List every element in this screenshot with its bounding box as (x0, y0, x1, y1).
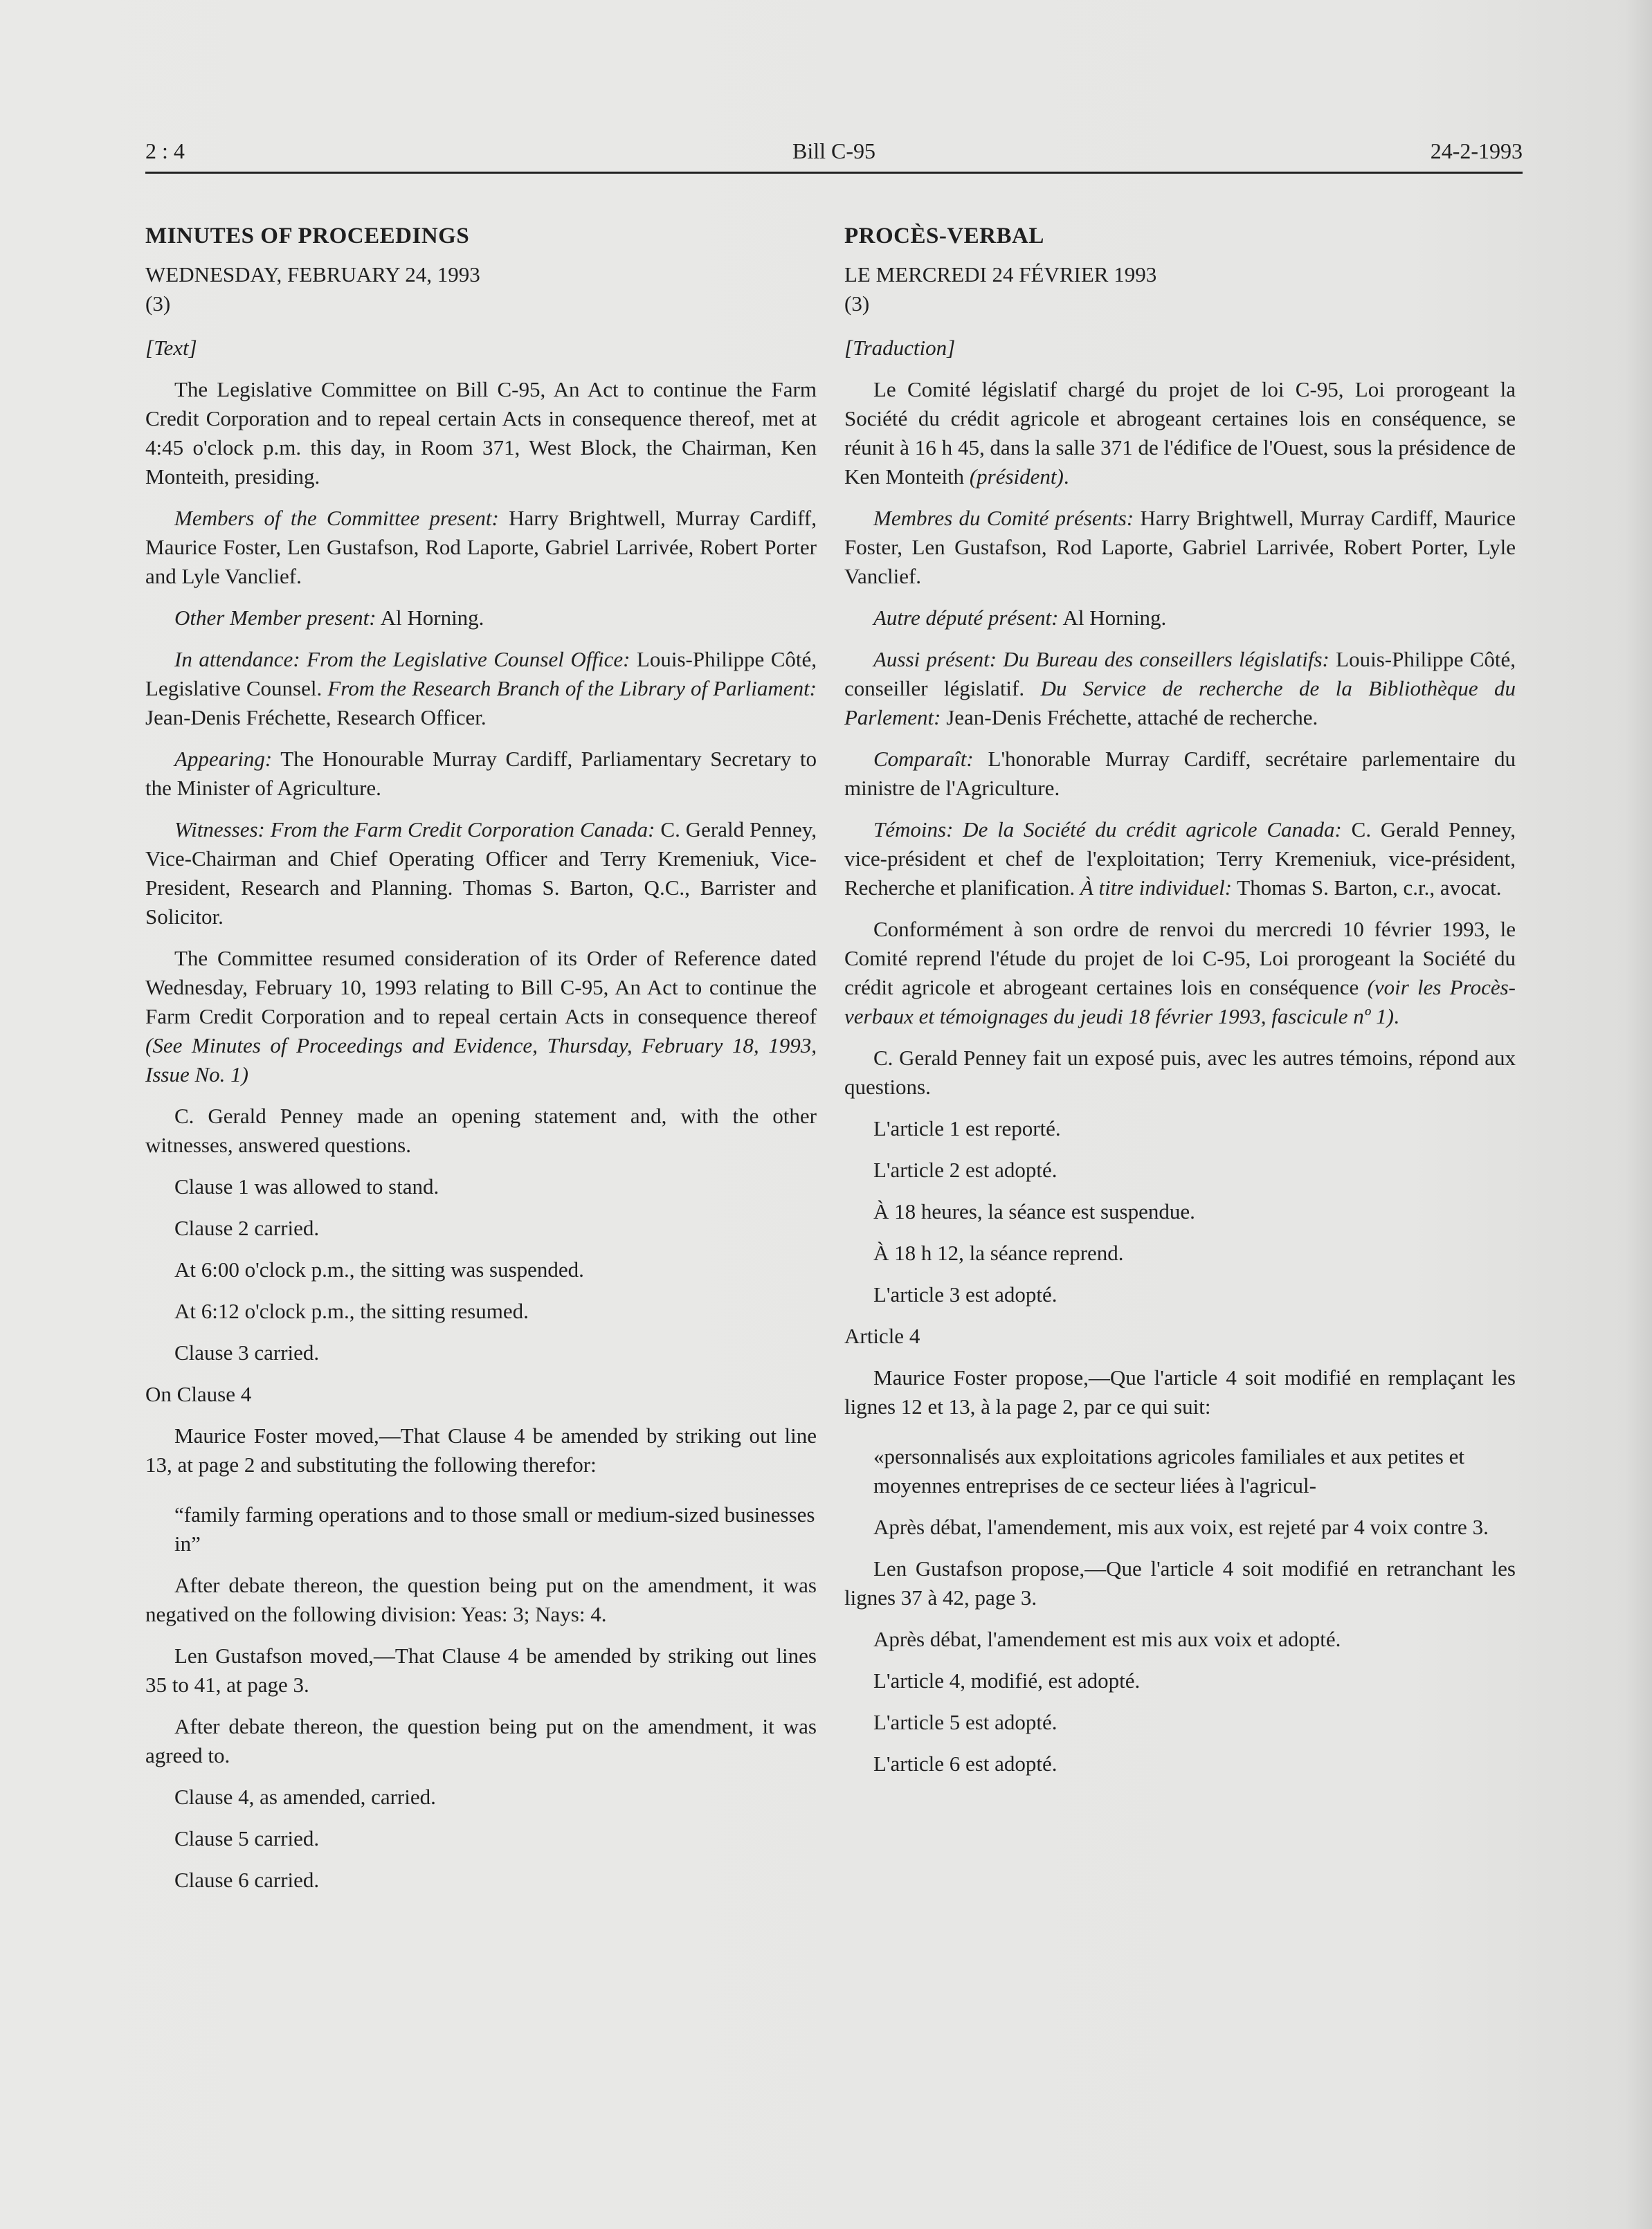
french-debate-2: Après débat, l'amendement est mis aux voix et adopté. (873, 1627, 1341, 1651)
french-gustafson-motion: Len Gustafson propose,—Que l'article 4 soit modifié en retranchant les lignes 37 à 42, page 3. (844, 1556, 1516, 1610)
french-clause2: L'article 2 est adopté. (873, 1158, 1058, 1182)
french-suspended: À 18 heures, la séance est suspendue. (873, 1199, 1195, 1223)
french-attendance-text: Louis-Philippe Côté, conseiller législatif. (844, 647, 1516, 700)
header-date: 24-2-1993 (1430, 138, 1523, 163)
french-attendance-label: Aussi présent: Du Bureau des conseillers législatifs: (873, 647, 1329, 671)
french-clause5: L'article 5 est adopté. (873, 1710, 1058, 1734)
attendance-label-research: From the Research Branch of the Library of Parliament: (327, 676, 817, 700)
english-members-paragraph (145, 504, 817, 591)
french-title: PROCÈS-VERBAL (844, 224, 1044, 248)
english-on-clause4: On Clause 4 (145, 1382, 252, 1406)
french-clause4: L'article 4, modifié, est adopté. (873, 1668, 1141, 1693)
english-clause4: Clause 4, as amended, carried. (174, 1785, 436, 1809)
other-member-label: Other Member present: (174, 606, 376, 630)
french-clause6: L'article 6 est adopté. (873, 1752, 1058, 1776)
french-translation-tag: [Traduction] (844, 336, 956, 360)
french-opening-end: . (1063, 464, 1069, 489)
french-witnesses-text-individual: Thomas S. Barton, c.r., avocat. (1232, 875, 1502, 900)
french-members-text: Harry Brightwell, Murray Cardiff, Maurice Foster, Len Gustafson, Rod Laporte, Gabriel Larrivée, Robert Porter, Lyle Vanclief. (844, 506, 1516, 588)
english-text-tag: [Text] (145, 336, 197, 360)
french-penney-paragraph: C. Gerald Penney fait un exposé puis, avec les autres témoins, répond aux questions. (844, 1046, 1516, 1099)
french-witnesses-label-individual: À titre individuel: (1080, 875, 1233, 900)
appearing-text: The Honourable Murray Cardiff, Parliamentary Secretary to the Minister of Agriculture. (145, 747, 817, 800)
attendance-text-research: Jean-Denis Fréchette, Research Officer. (145, 705, 487, 729)
french-resumed-paragraph (844, 915, 1516, 1031)
french-opening-text: Le Comité législatif chargé du projet de loi C-95, Loi prorogeant la Société du crédit agricole et abrogeant certaines lois en conséquence, se réunit à 16 h 45, dans la salle 371 de l'édifice de l'Ouest, sous la présidence de Ken Monteith (844, 377, 1516, 489)
french-attendance-text-research: Jean-Denis Fréchette, attaché de recherche. (941, 705, 1318, 729)
resumed-reference: (See Minutes of Proceedings and Evidence, Thursday, February 18, 1993, Issue No. 1) (145, 1033, 817, 1086)
french-other-member-label: Autre député présent: (873, 606, 1059, 630)
french-witnesses-paragraph (844, 815, 1516, 902)
english-foster-motion: Maurice Foster moved,—That Clause 4 be amended by striking out line 13, at page 2 and substituting the following therefor: (145, 1423, 817, 1477)
french-resumed-end: . (1393, 1004, 1399, 1028)
running-header (145, 138, 1523, 174)
french-clause1: L'article 1 est reporté. (873, 1116, 1061, 1140)
members-label: Members of the Committee present: (174, 506, 499, 530)
appearing-label: Appearing: (174, 747, 273, 771)
english-resumed-paragraph (145, 944, 817, 1089)
french-appearing-text: L'honorable Murray Cardiff, secrétaire parlementaire du ministre de l'Agriculture. (844, 747, 1516, 800)
french-attendance-label-research: Du Service de recherche de la Bibliothèque du Parlement: (844, 676, 1516, 729)
french-foster-motion: Maurice Foster propose,—Que l'article 4 soit modifié en remplaçant les lignes 12 et 13, à la page 2, par ce qui suit: (844, 1365, 1516, 1419)
english-gustafson-motion: Len Gustafson moved,—That Clause 4 be amended by striking out lines 35 to 41, at page 3. (145, 1644, 817, 1697)
french-attendance-paragraph (844, 645, 1516, 732)
french-column (844, 208, 1516, 1791)
french-opening-paragraph (844, 375, 1516, 491)
french-president: (président) (969, 464, 1064, 489)
french-amendment-quote: «personnalisés aux exploitations agricoles familiales et aux petites et moyennes entreprises de ce secteur liées à l'agricul- (873, 1444, 1464, 1498)
english-title: MINUTES OF PROCEEDINGS (145, 224, 470, 248)
page-edge-shadow (1624, 0, 1652, 2229)
french-appearing-paragraph (844, 745, 1516, 803)
page-number: 2 : 4 (145, 138, 185, 163)
english-clause5: Clause 5 carried. (174, 1826, 320, 1850)
english-appearing-paragraph (145, 745, 817, 803)
english-clause1: Clause 1 was allowed to stand. (174, 1174, 439, 1199)
english-clause6: Clause 6 carried. (174, 1868, 320, 1892)
french-members-label: Membres du Comité présents: (873, 506, 1134, 530)
english-other-member-paragraph (145, 603, 817, 633)
english-debate-2: After debate thereon, the question being put on the amendment, it was agreed to. (145, 1714, 817, 1767)
english-clause3: Clause 3 carried. (174, 1340, 320, 1365)
attendance-text: Louis-Philippe Côté, Legislative Counsel. (145, 647, 817, 700)
members-text: Harry Brightwell, Murray Cardiff, Maurice Foster, Len Gustafson, Rod Laporte, Gabriel Larrivée, Robert Porter and Lyle Vanclief. (145, 506, 817, 588)
french-resumed-reference: (voir les Procès-verbaux et témoignages du jeudi 18 février 1993, fascicule nº 1) (844, 975, 1516, 1028)
other-member-text: Al Horning. (376, 606, 484, 630)
english-penney-paragraph: C. Gerald Penney made an opening statement and, with the other witnesses, answered questions. (145, 1104, 817, 1157)
english-suspended: At 6:00 o'clock p.m., the sitting was suspended. (174, 1257, 584, 1282)
french-other-member-text: Al Horning. (1058, 606, 1167, 630)
french-resumed-text: Conformément à son ordre de renvoi du mercredi 10 février 1993, le Comité reprend l'étude du projet de loi C-95, Loi prorogeant la Société du crédit agricole et abrogeant certaines lois en conséquence (844, 917, 1516, 999)
witnesses-label: Witnesses: From the Farm Credit Corporation Canada: (174, 817, 655, 841)
english-opening-paragraph: The Legislative Committee on Bill C-95, An Act to continue the Farm Credit Corporation and to repeal certain Acts in consequence thereof, met at 4:45 o'clock p.m. this day, in Room 371, West Block, the Chairman, Ken Monteith, presiding. (145, 377, 817, 489)
english-witnesses-paragraph (145, 815, 817, 931)
english-clause2: Clause 2 carried. (174, 1216, 320, 1240)
english-debate-1: After debate thereon, the question being put on the amendment, it was negatived on the following division: Yeas: 3; Nays: 4. (145, 1573, 817, 1626)
french-clause3: L'article 3 est adopté. (873, 1282, 1058, 1307)
french-sitting-number: (3) (844, 291, 870, 316)
resumed-text: The Committee resumed consideration of its Order of Reference dated Wednesday, February 10, 1993 relating to Bill C-95, An Act to continue the Farm Credit Corporation and to repeal certain Acts in consequence thereof (145, 946, 817, 1028)
english-column (145, 208, 817, 1907)
english-date: WEDNESDAY, FEBRUARY 24, 1993 (145, 262, 480, 286)
french-resumed: À 18 h 12, la séance reprend. (873, 1241, 1124, 1265)
english-attendance-paragraph (145, 645, 817, 732)
english-amendment-quote: “family farming operations and to those small or medium-sized businesses in” (174, 1502, 815, 1556)
english-sitting-number: (3) (145, 291, 171, 316)
french-date: LE MERCREDI 24 FÉVRIER 1993 (844, 262, 1157, 286)
french-members-paragraph (844, 504, 1516, 591)
english-resumed: At 6:12 o'clock p.m., the sitting resumed. (174, 1299, 529, 1323)
witnesses-text: C. Gerald Penney, Vice-Chairman and Chief Operating Officer and Terry Kremeniuk, Vice-President, Research and Planning. Thomas S. Barton, Q.C., Barrister and Solicitor. (145, 817, 817, 929)
french-on-clause4: Article 4 (844, 1324, 920, 1348)
attendance-label: In attendance: From the Legislative Counsel Office: (174, 647, 630, 671)
french-other-member-paragraph (844, 603, 1516, 633)
bill-title: Bill C-95 (792, 138, 875, 163)
french-witnesses-label: Témoins: De la Société du crédit agricole Canada: (873, 817, 1342, 841)
french-witnesses-text: C. Gerald Penney, vice-président et chef de l'exploitation; Terry Kremeniuk, vice-président, Recherche et planification. (844, 817, 1516, 900)
french-appearing-label: Comparaît: (873, 747, 974, 771)
french-debate-1: Après débat, l'amendement, mis aux voix, est rejeté par 4 voix contre 3. (873, 1515, 1489, 1539)
